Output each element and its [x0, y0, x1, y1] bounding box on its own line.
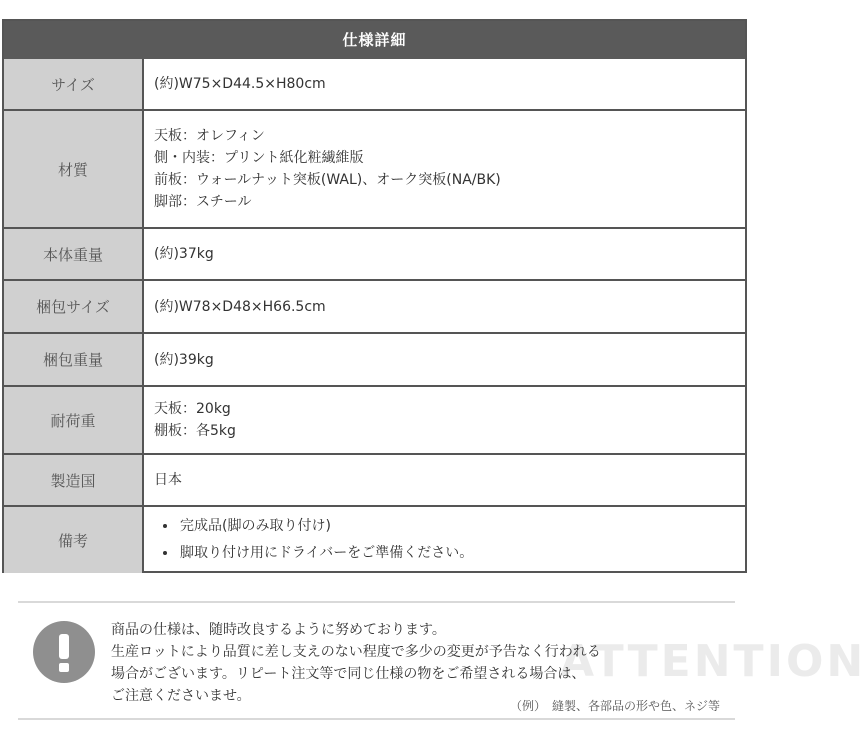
spec-row-notes [4, 505, 745, 573]
spec-table [2, 19, 747, 573]
spec-label: 本体重量 [4, 229, 144, 279]
spec-label: 備考 [4, 507, 144, 573]
notice-line: 場合がございます。リピート注文等で同じ仕様の物をご希望される場合は、 [111, 666, 586, 682]
spec-label: 耐荷重 [4, 387, 144, 453]
spec-value [144, 59, 745, 109]
spec-label: 梱包重量 [4, 334, 144, 385]
notice-line: 商品の仕様は、随時改良するように努めております。 [111, 622, 446, 638]
spec-value [144, 281, 745, 332]
spec-row-material [4, 109, 745, 227]
spec-value-line: (約)39kg [154, 351, 214, 368]
attention-watermark: ATTENTION [560, 636, 866, 687]
spec-value [144, 507, 745, 573]
spec-value-line: (約)W78×D48×H66.5cm [154, 298, 326, 315]
exclamation-icon [33, 621, 95, 683]
notes-list-item: • 脚取り付け用にドライバーをご準備ください。 [178, 540, 745, 567]
spec-value [144, 455, 745, 505]
spec-value-line: 日本 [154, 472, 182, 488]
spec-row-load-capacity [4, 385, 745, 453]
spec-value [144, 334, 745, 385]
exclamation-bar [59, 634, 69, 659]
spec-label: サイズ [4, 59, 144, 109]
spec-row-country [4, 453, 745, 505]
notice-bottom-divider [18, 718, 735, 720]
spec-label: 製造国 [4, 455, 144, 505]
exclamation-dot [59, 663, 69, 672]
notice-top-divider [18, 601, 735, 603]
spec-value-line: 天板：20kg [154, 401, 231, 417]
spec-row-package-weight [4, 332, 745, 385]
spec-value [144, 229, 745, 279]
notice-line: 生産ロットにより品質に差し支えのない程度で多少の変更が予告なく行われる [111, 644, 601, 660]
spec-value [144, 111, 745, 227]
notice-text [111, 619, 641, 707]
spec-value-line: (約)37kg [154, 246, 214, 262]
spec-table-title: 仕様詳細 [4, 21, 745, 59]
spec-label: 材質 [4, 111, 144, 227]
spec-value-line: 脚部：スチール [154, 194, 252, 210]
spec-row-package-size [4, 279, 745, 332]
spec-value-line: 天板：オレフィン [154, 128, 265, 144]
spec-label: 梱包サイズ [4, 281, 144, 332]
spec-row-size [4, 59, 745, 109]
spec-value-line: 前板：ウォールナット突板(WAL)、オーク突板(NA/BK) [154, 172, 501, 188]
notes-list-item: • 完成品(脚のみ取り付け) [178, 513, 745, 540]
spec-value [144, 387, 745, 453]
notice-example: （例） 縫製、各部品の形や色、ネジ等 [510, 699, 721, 713]
spec-value-line: 棚板：各5kg [154, 423, 236, 439]
spec-value-line: 側・内装：プリント紙化粧繊維版 [154, 150, 364, 166]
spec-row-weight [4, 227, 745, 279]
spec-value-line: (約)W75×D44.5×H80cm [154, 76, 326, 92]
notice-line: ご注意くださいませ。 [111, 688, 251, 704]
notes-list [154, 513, 745, 567]
